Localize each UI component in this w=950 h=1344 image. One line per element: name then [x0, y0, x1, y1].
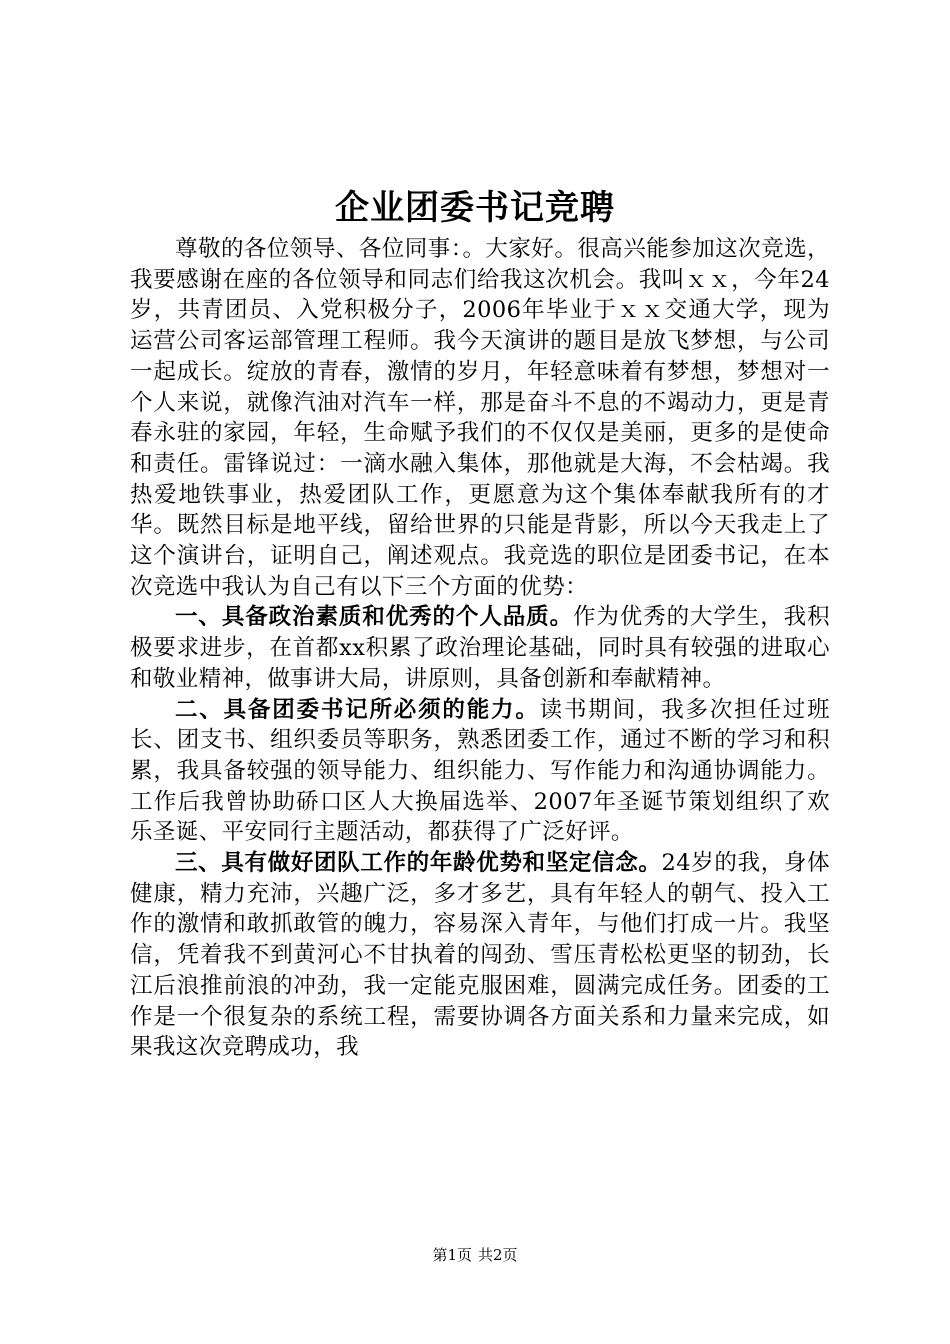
- document-title: 企业团委书记竞聘: [335, 188, 615, 228]
- paragraph-text: 读书期间，我多次担任过班长、团支书、组织委员等职务，熟悉团委工作，通过不断的学习和积累，我具备较强的领导能力、组织能力、写作能力和沟通协调能力。工作后我曾协助硚口区人大换届选举、2007年圣诞节策划组织了欢乐圣诞、平安同行主题活动，都获得了广泛好评。: [130, 696, 830, 846]
- page-number-current: 第1页: [432, 1246, 472, 1264]
- paragraph-advantage-1: [130, 602, 830, 694]
- document-body: [130, 234, 830, 1063]
- paragraph-heading: 一、具备政治素质和优秀的个人品质。: [175, 604, 573, 631]
- paragraph-text: 作为优秀的大学生，我积极要求进步，在首都xx积累了政治理论基础，同时具有较强的进取心和敬业精神，做事讲大局，讲原则，具备创新和奉献精神。: [130, 604, 830, 692]
- paragraph-text: 24岁的我，身体健康，精力充沛，兴趣广泛，多才多艺，具有年轻人的朝气、投入工作的激情和敢抓敢管的魄力，容易深入青年，与他们打成一片。我坚信，凭着我不到黄河心不甘执着的闯劲、雪压青松松更坚的韧劲，长江后浪推前浪的冲劲，我一定能克服困难，圆满完成任务。团委的工作是一个很复杂的系统工程，需要协调各方面关系和力量来完成，如果我这次竞聘成功，我: [130, 850, 830, 1061]
- page-number-total: 共2页: [478, 1246, 518, 1264]
- paragraph-advantage-2: [130, 695, 830, 849]
- paragraph-heading: 三、具有做好团队工作的年龄优势和坚定信念。: [175, 850, 662, 877]
- paragraph-heading: 二、具备团委书记所必须的能力。: [175, 696, 540, 723]
- paragraph-intro: [130, 234, 830, 602]
- paragraph-advantage-3: [130, 848, 830, 1063]
- page-footer: [0, 1245, 950, 1265]
- paragraph-text: 尊敬的各位领导、各位同事：。大家好。很高兴能参加这次竞选，我要感谢在座的各位领导和同志们给我这次机会。我叫ｘｘ，今年24岁，共青团员、入党积极分子，2006年毕业于ｘｘ交通大学，现为运营公司客运部管理工程师。我今天演讲的题目是放飞梦想，与公司一起成长。绽放的青春，激情的岁月，年轻意味着有梦想，梦想对一个人来说，就像汽油对汽车一样，那是奋斗不息的不竭动力，更是青春永驻的家园，年轻，生命赋予我们的不仅仅是美丽，更多的是使命和责任。雷锋说过：一滴水融入集体，那他就是大海，不会枯竭。我热爱地铁事业，热爱团队工作，更愿意为这个集体奉献我所有的才华。既然目标是地平线，留给世界的只能是背影，所以今天我走上了这个演讲台，证明自己，阐述观点。我竞选的职位是团委书记，在本次竞选中我认为自己有以下三个方面的优势：: [130, 236, 830, 600]
